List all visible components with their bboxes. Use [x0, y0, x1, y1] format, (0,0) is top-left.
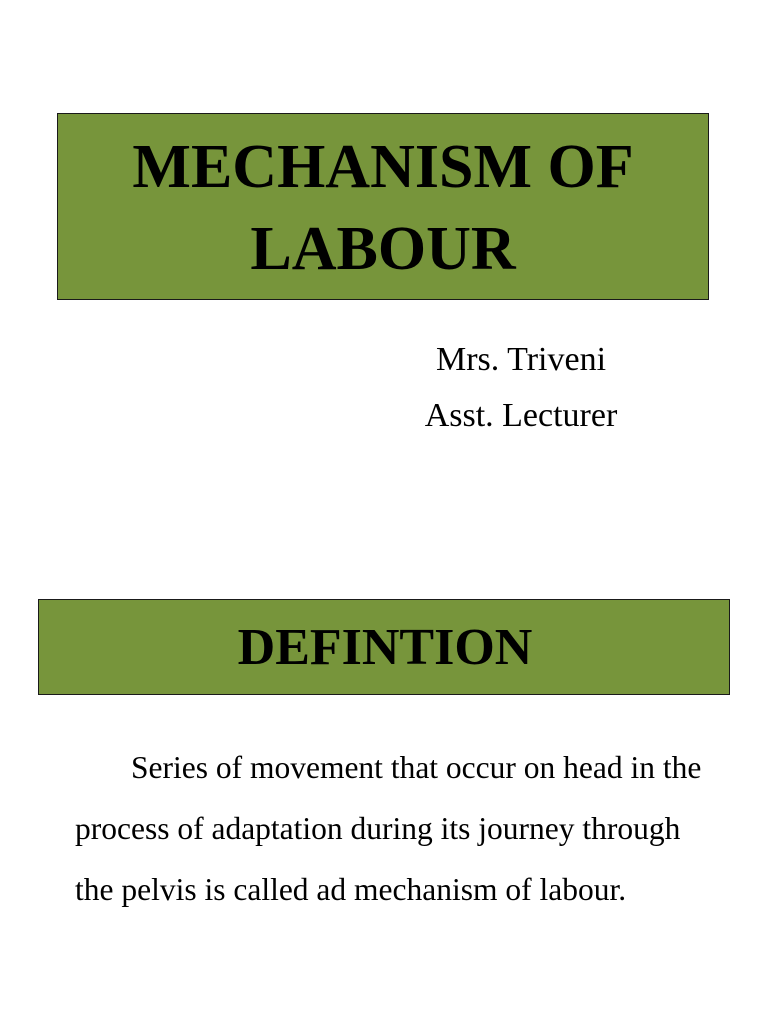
definition-text: Series of movement that occur on head in the process of adaptation during its journey through the pelvis is called ad mechanism of labour.: [75, 750, 702, 907]
author-info: [380, 332, 662, 444]
author-role: Asst. Lecturer: [424, 397, 618, 434]
title-banner: [57, 113, 709, 300]
definition-heading: DEFINTION: [237, 618, 533, 676]
author-name: Mrs. Triveni: [435, 341, 607, 378]
title-line-1: MECHANISM OF: [132, 132, 634, 201]
slide-title: [132, 124, 633, 290]
title-line-2: LABOUR: [250, 214, 516, 283]
definition-banner: [38, 599, 730, 695]
